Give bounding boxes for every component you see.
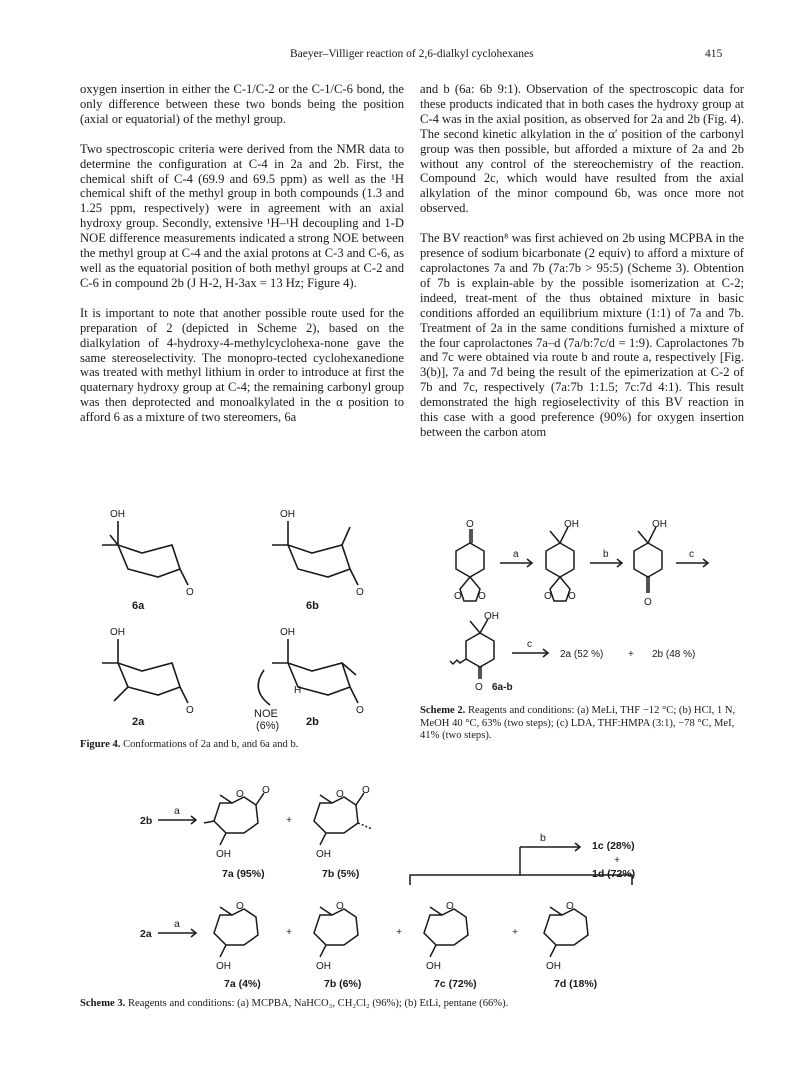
left-paragraph-3: It is important to note that another possible route used for the preparation of 2 (depicted in Scheme 2), based on the dialkylation of 4-hydroxy-4-methylcyclohexa-none gave the same stereoselectivity. The monopro-tected cyclohexanedione was treated with methyl lithium in order to introduce at first the quaternary hydroxy group at C-4; the remaining carbonyl group was then deprotected and monoalkylated in the α position to afford 6 as a mixture of two stereomers, 6a [80, 305, 404, 425]
o-label: O [478, 591, 486, 602]
noe-label: NOE [254, 708, 278, 720]
h-label: H [294, 685, 302, 696]
o-label: O [644, 597, 652, 608]
step-b-label: b [603, 549, 609, 560]
left-paragraph-2: Two spectroscopic criteria were derived from the NMR data to determine the configuration at C-4 in 2a and 2b. First, the chemical shift of C-4 (69.9 and 69.5 ppm) as well as the ¹H chemical shift of the methyl group in both compounds (1.3 and 1.25 ppm, respectively) were in agreement with an axial hydroxy group. Secondly, extensive ¹H–¹H decoupling and 1-D NOE difference measurements indicated a strong NOE between the methyl group at C-4 and the axial protons at C-3 and C-6, as well as the equatorial position of both methyl groups at C-2 and C-6 in compound 2b (J H-2, H-3ax = 13 Hz; Figure 4). [80, 141, 404, 290]
oh-label: OH [110, 509, 125, 520]
oh-label: OH [110, 627, 125, 638]
plus-sign: + [286, 814, 293, 826]
step-a-label: a [174, 805, 180, 817]
label-7d-18: 7d (18%) [554, 978, 598, 990]
caption-label: Scheme 2. [420, 705, 466, 716]
figure-4-caption [80, 739, 410, 752]
oh-label: OH [484, 611, 499, 622]
left-paragraph-1: oxygen insertion in either the C-1/C-2 or the C-1/C-6 bond, the only difference between these two bonds being the position (axial or equatorial) of the methyl group. [80, 82, 404, 126]
label-6ab: 6a-b [492, 682, 513, 690]
label-6a: 6a [132, 600, 145, 612]
product-2a: 2a (52 %) [560, 649, 604, 660]
chair-6a [102, 521, 188, 585]
page-number: 415 [705, 48, 723, 60]
o-label: O [454, 591, 462, 602]
scheme-3-caption [80, 998, 720, 1011]
oh-label: OH [546, 961, 561, 972]
label-6b: 6b [306, 600, 319, 612]
scheme-3-structures [140, 785, 700, 995]
o-label: O [186, 587, 194, 598]
oh-label: OH [216, 961, 231, 972]
figure-4-structures [80, 505, 410, 735]
label-7b-5: 7b (5%) [322, 868, 360, 880]
scheme-2-caption [420, 705, 740, 743]
o-label: O [566, 901, 574, 912]
label-7c-72: 7c (72%) [434, 978, 477, 990]
o-label: O [336, 901, 344, 912]
running-title: Baeyer–Villiger reaction of 2,6-dialkyl cyclohexanes [290, 48, 534, 60]
chair-2a [102, 639, 188, 703]
caption-text: Reagents and conditions: (a) MCPBA, NaHCO₃, CH₂Cl₂ (96%); (b) EtLi, pentane (66%). [125, 998, 509, 1009]
caption-label: Figure 4. [80, 739, 121, 750]
product-2b: 2b (48 %) [652, 649, 696, 660]
plus-sign: + [396, 926, 403, 938]
o-label: O [466, 519, 474, 530]
o-label: O [544, 591, 552, 602]
o-label: O [236, 789, 244, 800]
label-7a-4: 7a (4%) [224, 978, 261, 990]
caption-text: Conformations of 2a and b, and 6a and b. [120, 739, 299, 750]
branch-plus: + [614, 854, 621, 866]
scheme-2-structures [440, 515, 730, 690]
start-2a: 2a [140, 928, 152, 940]
caption-text: Reagents and conditions: (a) MeLi, THF −12 °C; (b) HCl, 1 N, MeOH 40 °C, 63% (two steps); (c) LDA, THF:HMPA (3:1), −78 °C, MeI, 41% (two steps). [420, 705, 736, 741]
chair-6b [272, 521, 358, 585]
o-label: O [356, 705, 364, 716]
oh-label: OH [280, 627, 295, 638]
step-a-label: a [513, 549, 519, 560]
oh-label: OH [316, 849, 331, 860]
label-2b: 2b [306, 716, 319, 728]
label-7a-95: 7a (95%) [222, 868, 265, 880]
o-label: O [568, 591, 576, 602]
branch-1d: 1d (72%) [592, 868, 636, 880]
step-c-label: c [527, 639, 532, 650]
o-label: O [446, 901, 454, 912]
caption-label: Scheme 3. [80, 998, 126, 1009]
o-label: O [336, 789, 344, 800]
o-label: O [236, 901, 244, 912]
o-label: O [262, 785, 270, 796]
plus-sign: + [628, 649, 634, 660]
noe-percent: (6%) [256, 720, 280, 732]
label-2a: 2a [132, 716, 145, 728]
step-a-label: a [174, 918, 180, 930]
step-b-label: b [540, 832, 546, 844]
oh-label: OH [216, 849, 231, 860]
o-label: O [362, 785, 370, 796]
start-2b: 2b [140, 815, 153, 827]
oh-label: OH [564, 519, 579, 530]
plus-sign: + [512, 926, 519, 938]
o-label: O [475, 682, 483, 690]
oh-label: OH [652, 519, 667, 530]
plus-sign: + [286, 926, 293, 938]
branch-1c: 1c (28%) [592, 840, 635, 852]
o-label: O [186, 705, 194, 716]
step-c-label: c [689, 549, 694, 560]
right-column [420, 82, 744, 455]
oh-label: OH [316, 961, 331, 972]
oh-label: OH [426, 961, 441, 972]
left-column [80, 82, 404, 440]
oh-label: OH [280, 509, 295, 520]
o-label: O [356, 587, 364, 598]
label-7b-6: 7b (6%) [324, 978, 362, 990]
right-paragraph-2: The BV reaction⁸ was first achieved on 2b using MCPBA in the presence of sodium bicarbonate (2 equiv) to afford a mixture of caprolactones 7a and 7b (7a:7b > 95:5) (Scheme 3). Obtention of 7b is explain-able by the possible isomerization at C-2; indeed, treat-ment of the thus obtained mixture in basic conditions afforded an equilibrium mixture (1:1) of 7a and 7b. Treatment of 2a in the same conditions furnished a mixture of the four caprolactones 7a–d (7a/b:7c/d = 1:9). Caprolactones 7b and 7c were obtained via route b and route a, respectively [Fig. 3(b)], 7a and 7d being the result of the epimerization at C-2 of 7b and 7c, respectively (7a:7b 1:1.5; 7c:7d 4:1). This result demonstrated the high regioselectivity of this BV reaction in this case with a good preference (90%) for oxygen insertion between the carbon atom [420, 231, 744, 439]
chair-2b [258, 639, 358, 705]
right-paragraph-1: and b (6a: 6b 9:1). Observation of the spectroscopic data for these products indicated that in both cases the hydroxy group at C-4 was in the axial position, as observed for 2a and 2b (Fig. 4). The second kinetic alkylation in the α′ position of the carbonyl group was then possible, but afforded a mixture of 2a and 2b without any control of the stereochemistry of the reaction. Compound 2c, which would have resulted from the axial alkylation of the minor compound 6b, was once more not observed. [420, 82, 744, 216]
